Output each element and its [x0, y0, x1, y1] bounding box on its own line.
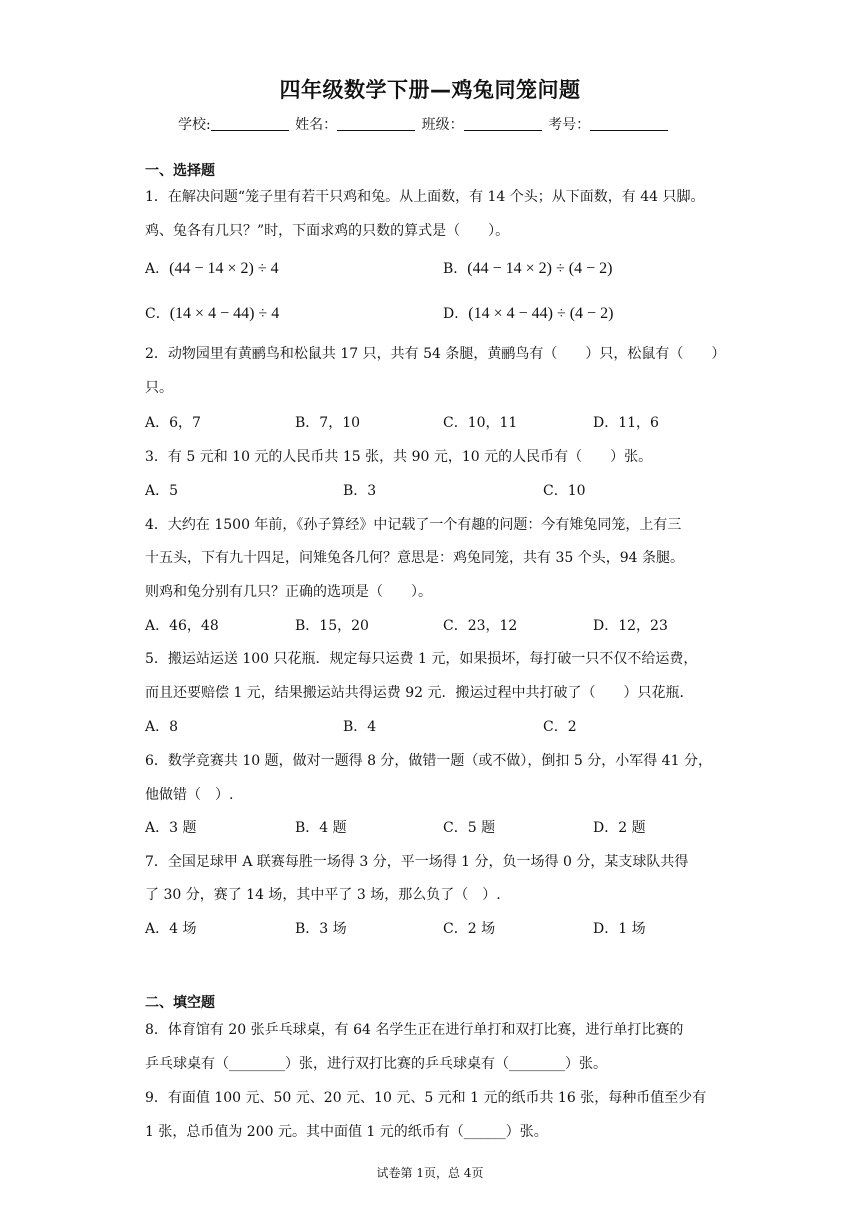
question-6-line-2: 他做错（ ）. [145, 787, 234, 803]
question-4-line-2: 十五头，下有九十四足，问雉兔各几何？意思是：鸡兔同笼，共有 35 个头，94 条腿。 [145, 550, 684, 566]
question-2-option-c: C．10，11 [443, 415, 518, 431]
question-7-option-c: C．2 场 [443, 921, 496, 937]
question-1-option-c [145, 303, 279, 323]
question-4-option-a: A．46，48 [145, 618, 219, 634]
question-1-option-b [443, 258, 612, 278]
option-formula: (14 × 4 − 44) ÷ 4 [169, 305, 280, 322]
question-2-option-b: B．7，10 [295, 415, 361, 431]
question-2-line-2: 只。 [145, 380, 173, 396]
question-7-line-2: 了 30 分，赛了 14 场，其中平了 3 场，那么负了（ ）. [145, 887, 501, 903]
option-formula: (44 − 14 × 2) ÷ 4 [169, 260, 279, 277]
question-8-line-2: 乒乓球桌有（________）张，进行双打比赛的乒乓球桌有（________）张。 [145, 1056, 607, 1072]
question-1-option-a [145, 258, 279, 278]
question-7-line-1: 7．全国足球甲 A 联赛每胜一场得 3 分，平一场得 1 分，负一场得 0 分，某支球队共得 [145, 854, 689, 870]
page-footer: 试卷第 1页，总 4页 [376, 1166, 484, 1180]
student-info-line [178, 114, 670, 134]
question-4-option-c: C．23，12 [443, 618, 518, 634]
school-blank[interactable] [211, 116, 289, 131]
question-9-line-2: 1 张，总币值为 200 元。其中面值 1 元的纸币有（______）张。 [145, 1124, 548, 1140]
question-8-line-1: 8．体育馆有 20 张乒乓球桌，有 64 名学生正在进行单打和双打比赛，进行单打比赛的 [145, 1022, 684, 1038]
question-5-option-a: A．8 [145, 719, 179, 735]
question-2-option-a: A．6，7 [145, 415, 201, 431]
school-label: 学校: [178, 117, 211, 133]
question-3-option-c: C．10 [543, 483, 586, 499]
question-6-option-c: C．5 题 [443, 820, 496, 836]
question-4-line-1: 4．大约在 1500 年前，《孙子算经》中记载了一个有趣的问题：今有雉兔同笼，上有三 [145, 517, 682, 533]
question-7-option-a: A．4 场 [145, 921, 197, 937]
question-5-line-2: 而且还要赔偿 1 元，结果搬运站共得运费 92 元．搬运过程中共打破了（ ）只花瓶． [145, 685, 694, 701]
question-5-line-1: 5．搬运站运送 100 只花瓶．规定每只运费 1 元，如果损坏，每打破一只不仅不给运费， [145, 651, 698, 667]
exam-number-label: 考号： [548, 117, 591, 133]
question-7-option-d: D．1 场 [593, 921, 646, 937]
option-label: D． [443, 306, 469, 322]
question-4-option-b: B．15，20 [295, 618, 369, 634]
question-3-option-b: B．3 [343, 483, 377, 499]
section-heading-fill: 二、填空题 [145, 995, 215, 1011]
question-2-option-d: D．11，6 [593, 415, 659, 431]
option-formula: (44 − 14 × 2) ÷ (4 − 2) [467, 260, 613, 277]
question-3-option-a: A．5 [145, 483, 179, 499]
exam-number-blank[interactable] [590, 116, 668, 131]
question-9-line-1: 9．有面值 100 元、50 元、20 元、10 元、5 元和 1 元的纸币共 16 张，每种币值至少有 [145, 1090, 707, 1106]
class-blank[interactable] [464, 116, 542, 131]
question-7-option-b: B．3 场 [295, 921, 347, 937]
option-label: A． [145, 261, 170, 277]
option-label: C． [145, 306, 170, 322]
option-formula: (14 × 4 − 44) ÷ (4 − 2) [468, 305, 614, 322]
question-5-option-c: C．2 [543, 719, 577, 735]
question-1-line-2: 鸡、兔各有几只？”时，下面求鸡的只数的算式是（ ）。 [145, 223, 510, 239]
question-6-option-a: A．3 题 [145, 820, 197, 836]
name-blank[interactable] [337, 116, 415, 131]
question-1-option-d [443, 303, 613, 323]
question-4-line-3: 则鸡和兔分别有几只？正确的选项是（ ）。 [145, 584, 432, 600]
section-heading-choice: 一、选择题 [145, 163, 215, 179]
class-label: 班级： [421, 117, 464, 133]
name-label: 姓名： [295, 117, 338, 133]
question-1-line-1: 1．在解决问题“笼子里有若干只鸡和兔。从上面数，有 14 个头；从下面数，有 44 只脚。 [145, 189, 705, 205]
option-label: B． [443, 261, 468, 277]
question-6-option-d: D．2 题 [593, 820, 646, 836]
question-6-option-b: B．4 题 [295, 820, 347, 836]
question-2-line-1: 2．动物园里有黄鹂鸟和松鼠共 17 只，共有 54 条腿，黄鹂鸟有（ ）只，松鼠有（ ） [145, 346, 726, 362]
question-6-line-1: 6．数学竞赛共 10 题，做对一题得 8 分，做错一题（或不做），倒扣 5 分，小军得 41 分， [145, 753, 712, 769]
question-4-option-d: D．12，23 [593, 618, 668, 634]
question-3-line-1: 3．有 5 元和 10 元的人民币共 15 张，共 90 元，10 元的人民币有（ ）张。 [145, 449, 653, 465]
page-title: 四年级数学下册—鸡兔同笼问题 [279, 78, 581, 102]
question-5-option-b: B．4 [343, 719, 377, 735]
